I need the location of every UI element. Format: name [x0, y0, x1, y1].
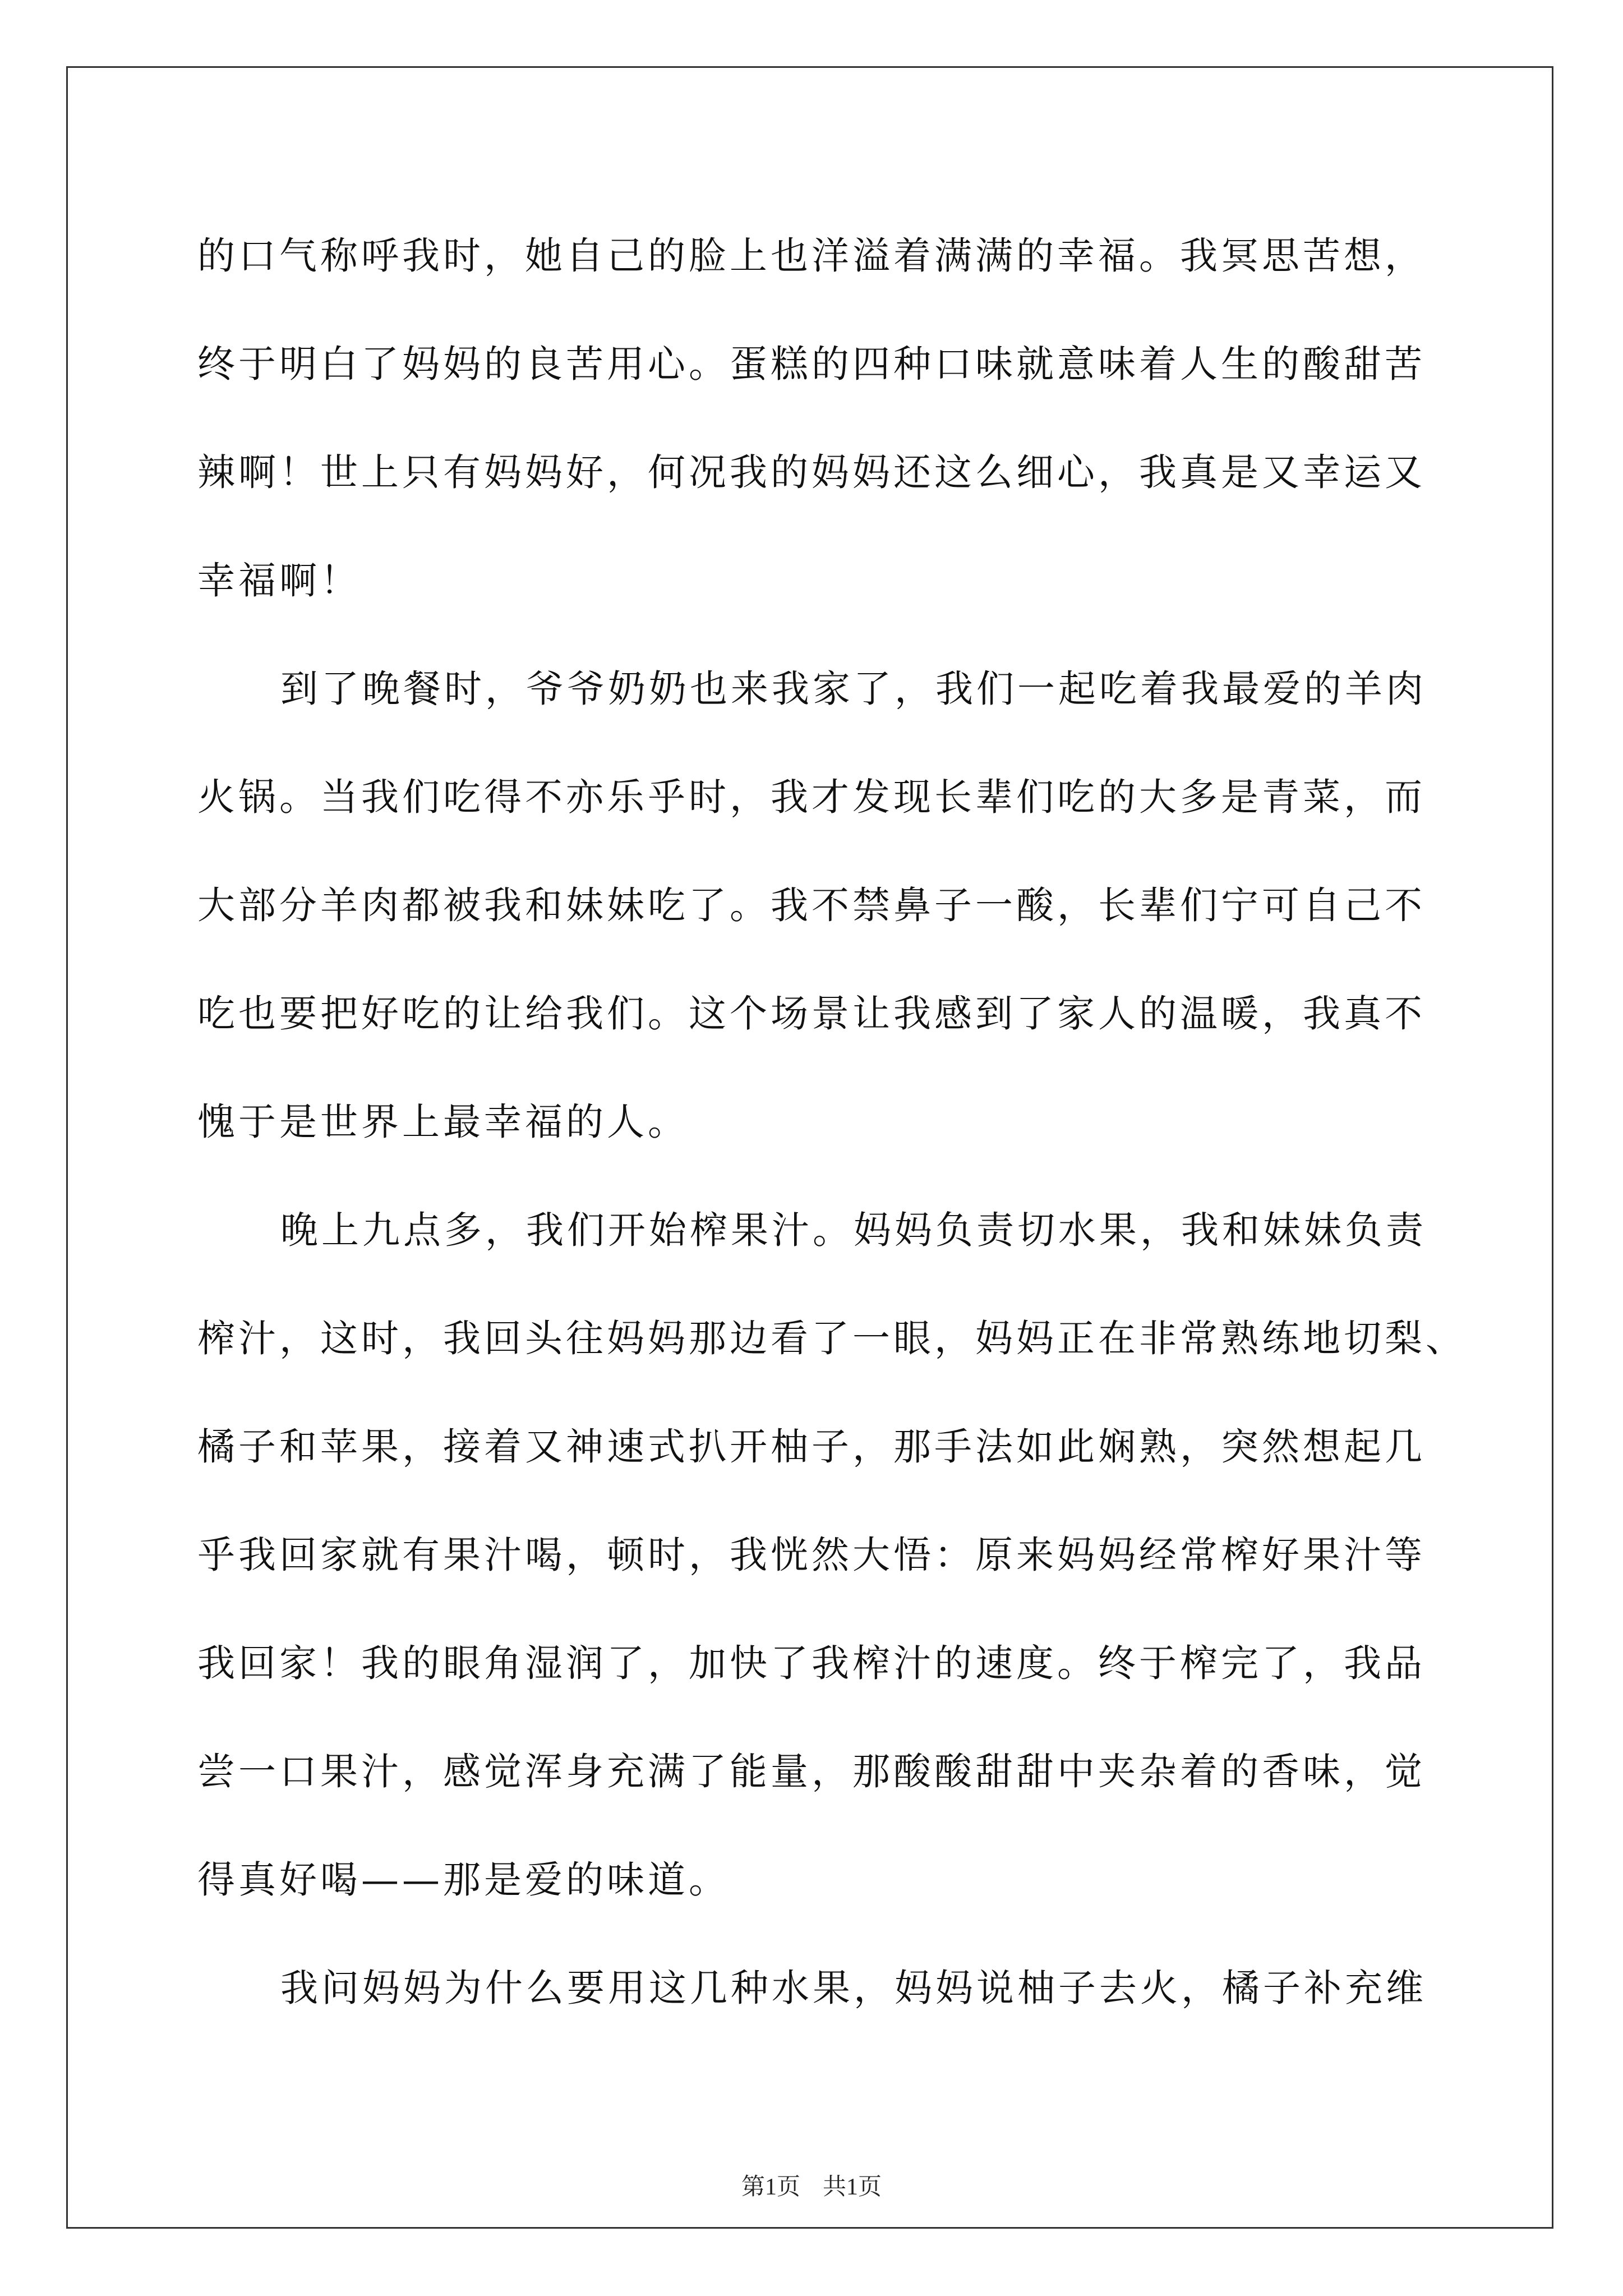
paragraph-first-line: 晚上九点多，我们开始榨果汁。妈妈负责切水果，我和妹妹负责: [280, 1208, 1427, 1252]
text-line: 橘子和苹果，接着又神速式扒开柚子，那手法如此娴熟，突然想起几: [197, 1425, 1426, 1469]
text-line: 榨汁，这时，我回头往妈妈那边看了一眼，妈妈正在非常熟练地切梨、: [197, 1317, 1467, 1360]
text-line: 乎我回家就有果汁喝，顿时，我恍然大悟：原来妈妈经常榨好果汁等: [197, 1533, 1426, 1577]
text-line: 愧于是世界上最幸福的人。: [197, 1100, 689, 1144]
text-line: 大部分羊肉都被我和妹妹吃了。我不禁鼻子一酸，长辈们宁可自己不: [197, 884, 1426, 927]
text-line: 得真好喝——那是爱的味道。: [197, 1858, 730, 1902]
paragraph-first-line: 到了晚餐时，爷爷奶奶也来我家了，我们一起吃着我最爱的羊肉: [280, 667, 1427, 711]
text-line: 尝一口果汁，感觉浑身充满了能量，那酸酸甜甜中夹杂着的香味，觉: [197, 1750, 1426, 1793]
page-footer: [0, 2168, 1623, 2202]
text-line: 终于明白了妈妈的良苦用心。蛋糕的四种口味就意味着人生的酸甜苦: [197, 342, 1426, 386]
text-line: 幸福啊！: [197, 559, 361, 602]
text-line: 火锅。当我们吃得不亦乐乎时，我才发现长辈们吃的大多是青菜，而: [197, 775, 1426, 819]
text-line: 吃也要把好吃的让给我们。这个场景让我感到了家人的温暖，我真不: [197, 992, 1426, 1036]
text-line: 辣啊！世上只有妈妈好，何况我的妈妈还这么细心，我真是又幸运又: [197, 450, 1426, 494]
paragraph-first-line: 我问妈妈为什么要用这几种水果，妈妈说柚子去火，橘子补充维: [280, 1966, 1427, 2010]
body-text: [197, 202, 1467, 2042]
page-number: 第1页: [741, 2174, 800, 2200]
text-line: 的口气称呼我时，她自己的脸上也洋溢着满满的幸福。我冥思苦想，: [197, 234, 1426, 278]
page-total: 共1页: [823, 2174, 882, 2200]
text-line: 我回家！我的眼角湿润了，加快了我榨汁的速度。终于榨完了，我品: [197, 1641, 1426, 1685]
